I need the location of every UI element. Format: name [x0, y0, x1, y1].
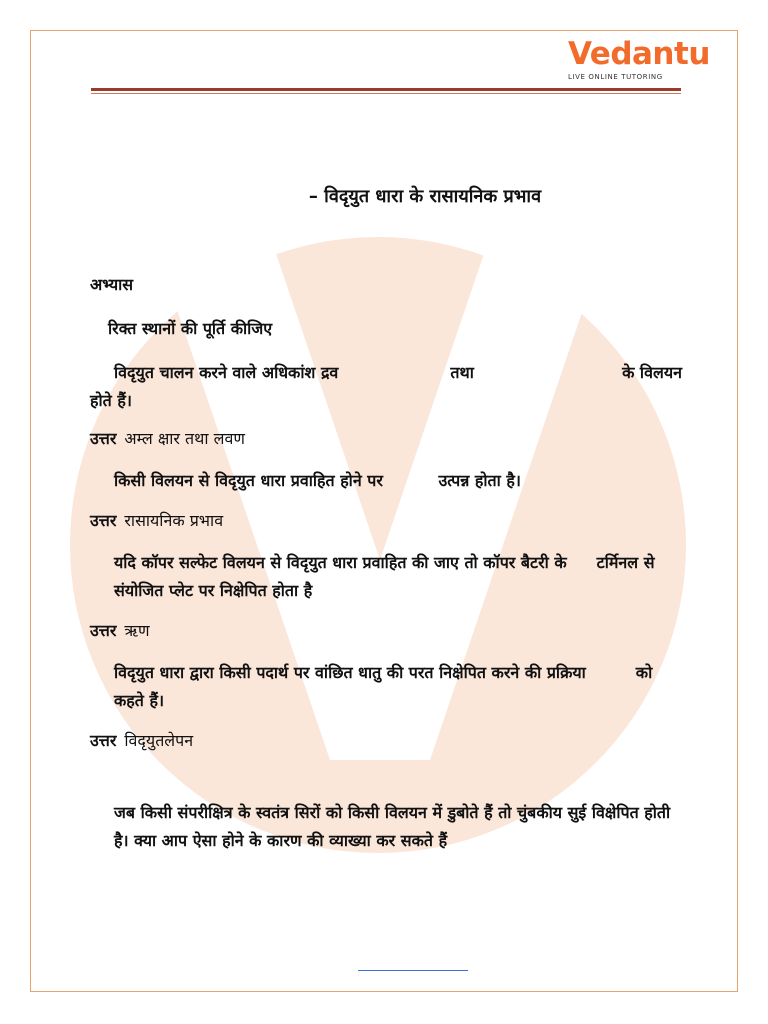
answer-label: उत्तर [90, 731, 117, 750]
question-1-part-2: तथा [450, 363, 474, 382]
question-4-part-1: विदृयुत धारा द्वारा किसी पदार्थ पर वांछित धातु की परत निक्षेपित करने की प्रक्रिया [114, 663, 586, 682]
question-4-part-2: को कहते हैं। [114, 663, 653, 710]
question-2-part-2: उत्पन्न होता है। [438, 471, 521, 490]
answer-2-text: रासायनिक प्रभाव [124, 511, 224, 530]
instruction: रिक्त स्थानों की पूर्ति कीजिए [108, 319, 273, 338]
question-1 [90, 359, 682, 387]
question-1-part-3: के विलयन [622, 363, 682, 382]
vedantu-logo [568, 36, 710, 81]
answer-4-text: विदृयुतलेपन [124, 731, 194, 750]
answer-label: उत्तर [90, 429, 117, 448]
question-3-part-1: यदि कॉपर सल्फेट विलयन से विदृयुत धारा प्रवाहित की जाए तो कॉपर बैटरी के [114, 553, 567, 572]
question-1-part-1: विदृयुत चालन करने वाले अधिकांश द्रव [114, 363, 339, 382]
question-3-part-2: टर्मिनल से संयोजित प्लेट पर निक्षेपित होता है [114, 553, 655, 600]
document-body [90, 185, 682, 855]
question-1-part-4: होते हैं। [90, 391, 132, 410]
question-3 [90, 549, 682, 605]
chapter-title: – विदृयुत धारा के रासायनिक प्रभाव [308, 186, 542, 207]
answer-3-text: ऋण [124, 621, 150, 640]
answer-1-text: अम्ल क्षार तथा लवण [124, 429, 245, 448]
answer-1 [90, 425, 682, 453]
answer-label: उत्तर [90, 511, 117, 530]
footer-link-underline[interactable] [358, 970, 468, 971]
logo-wordmark: Vedantu [568, 36, 710, 72]
answer-label: उत्तर [90, 621, 117, 640]
question-2-part-1: किसी विलयन से विदृयुत धारा प्रवाहित होने पर [114, 471, 383, 490]
answer-4 [90, 727, 682, 755]
section-heading: अभ्यास [90, 275, 134, 294]
question-4 [90, 659, 682, 715]
answer-3 [90, 617, 682, 645]
header-rule-thin [91, 93, 681, 94]
header-rule [91, 88, 681, 91]
answer-2 [90, 507, 682, 535]
question-2 [90, 467, 682, 495]
final-question: जब किसी संपरीक्षित्र के स्वतंत्र सिरों को किसी विलयन में डुबोते हैं तो चुंबकीय सुई विक्षेपित होती है। क्या आप ऐसा होने के कारण की व्याख्या कर सकते हैं [114, 803, 671, 850]
logo-tagline: LIVE ONLINE TUTORING [568, 73, 663, 81]
